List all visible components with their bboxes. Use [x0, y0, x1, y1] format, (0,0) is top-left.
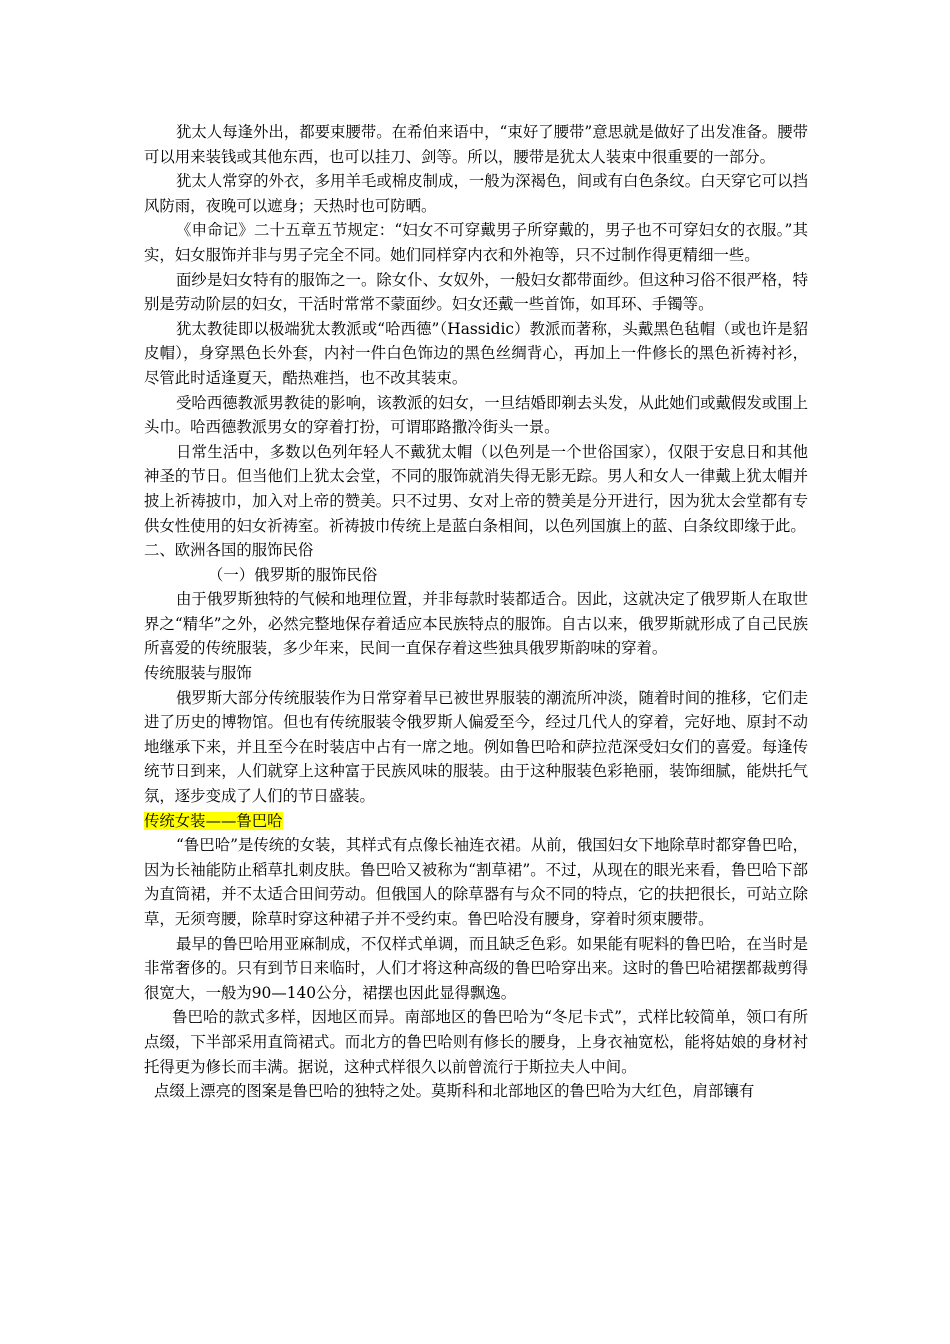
section-heading-europe: 二、欧洲各国的服饰民俗 — [144, 541, 314, 560]
paragraph-traditional-clothing: 俄罗斯大部分传统服装作为日常穿着早已被世界服装的潮流所冲淡，随着时间的推移，它们走进了历史的博物馆。但也有传统服装令俄罗斯人偏爱至今，经过几代人的穿着，完好地、原封不动地继承下来，并且至今在时装店中占有一席之地。例如鲁巴哈和萨拉范深受妇女们的喜爱。每逢传统节日到来，人们就穿上这种富于民族风味的服装。由于这种服装色彩艳丽，装饰细腻，能烘托气氛，逐步变成了人们的节日盛装。 — [144, 688, 808, 806]
paragraph-hassidic-women: 受哈西德教派男教徒的影响，该教派的妇女，一旦结婚即剃去头发，从此她们或戴假发或围上头巾。哈西德教派男女的穿着打扮，可谓耶路撒冷街头一景。 — [144, 393, 808, 437]
heading-traditional-clothing: 传统服装与服饰 — [144, 664, 252, 683]
document-body — [144, 120, 808, 1104]
paragraph-rubakha-styles: 鲁巴哈的款式多样，因地区而异。南部地区的鲁巴哈为“冬尼卡式”，式样比较简单，领口有所点缀，下半部采用直筒裙式。而北方的鲁巴哈则有修长的腰身，上身衣袖宽松，能将姑娘的身材衬托得更为修长而丰满。据说，这种式样很久以前曾流行于斯拉夫人中间。 — [144, 1008, 808, 1076]
paragraph-veil: 面纱是妇女特有的服饰之一。除女仆、女奴外，一般妇女都带面纱。但这种习俗不很严格，特别是劳动阶层的妇女，干活时常常不蒙面纱。妇女还戴一些首饰，如耳环、手镯等。 — [144, 270, 808, 314]
paragraph-deuteronomy: 《申命记》二十五章五节规定：“妇女不可穿戴男子所穿戴的，男子也不可穿妇女的衣服。”其实，妇女服饰并非与男子完全不同。她们同样穿内衣和外袍等，只不过制作得更精细一些。 — [144, 221, 808, 264]
paragraph-russia-intro: 由于俄罗斯独特的气候和地理位置，并非每款时装都适合。因此，这就决定了俄罗斯人在取世界之“精华”之外，必然完整地保存着适应本民族特点的服饰。自古以来，俄罗斯就形成了自己民族所喜爱的传统服装，多少年来，民间一直保存着这些独具俄罗斯韵味的穿着。 — [144, 590, 808, 658]
heading-rubakha-highlighted: 传统女装——鲁巴哈 — [144, 811, 283, 830]
paragraph-jewish-outer-garment: 犹太人常穿的外衣，多用羊毛或棉皮制成，一般为深褐色，间或有白色条纹。白天穿它可以挡风防雨，夜晚可以遮身；天热时也可防晒。 — [144, 172, 808, 215]
paragraph-jewish-belt: 犹太人每逢外出，都要束腰带。在希伯来语中，“束好了腰带”意思就是做好了出发准备。腰带可以用来装钱或其他东西，也可以挂刀、剑等。所以，腰带是犹太人装束中很重要的一部分。 — [144, 123, 808, 166]
heading-rubakha-wrapper — [144, 809, 808, 834]
subsection-heading-russia: （一）俄罗斯的服饰民俗 — [208, 565, 378, 584]
paragraph-rubakha-history: 最早的鲁巴哈用亚麻制成，不仅样式单调，而且缺乏色彩。如果能有呢料的鲁巴哈，在当时是非常奢侈的。只有到节日来临时，人们才将这种高级的鲁巴哈穿出来。这时的鲁巴哈裙摆都裁剪得很宽大，一般为90—140公分，裙摆也因此显得飘逸。 — [144, 934, 808, 1002]
paragraph-hassidic-men: 犹太教徒即以极端犹太教派或“哈西德”（Hassidic）教派而著称，头戴黑色毡帽（或也许是貂皮帽），身穿黑色长外套，内衬一件白色饰边的黑色丝绸背心，再加上一件修长的黑色祈祷衬衫，尽管此时适逢夏天，酷热难挡，也不改其装束。 — [144, 319, 808, 387]
paragraph-synagogue: 日常生活中，多数以色列年轻人不戴犹太帽（以色列是一个世俗国家），仅限于安息日和其他神圣的节日。但当他们上犹太会堂，不同的服饰就消失得无影无踪。男人和女人一律戴上犹太帽并披上祈祷披巾，加入对上帝的赞美。只不过男、女对上帝的赞美是分开进行，因为犹太会堂都有专供女性使用的妇女祈祷室。祈祷披巾传统上是蓝白条相间，以色列国旗上的蓝、白条纹即缘于此。 — [144, 442, 808, 535]
paragraph-rubakha-description: “鲁巴哈”是传统的女装，其样式有点像长袖连衣裙。从前，俄国妇女下地除草时都穿鲁巴哈，因为长袖能防止稻草扎刺皮肤。鲁巴哈又被称为“割草裙”。不过，从现在的眼光来看，鲁巴哈下部为直筒裙，并不太适合田间劳动。但俄国人的除草器有与众不同的特点，它的扶把很长，可站立除草，无须弯腰，除草时穿这种裙子并不受约束。鲁巴哈没有腰身，穿着时须束腰带。 — [144, 836, 808, 928]
paragraph-rubakha-patterns: 点缀上漂亮的图案是鲁巴哈的独特之处。莫斯科和北部地区的鲁巴哈为大红色，肩部镶有 — [154, 1082, 755, 1101]
